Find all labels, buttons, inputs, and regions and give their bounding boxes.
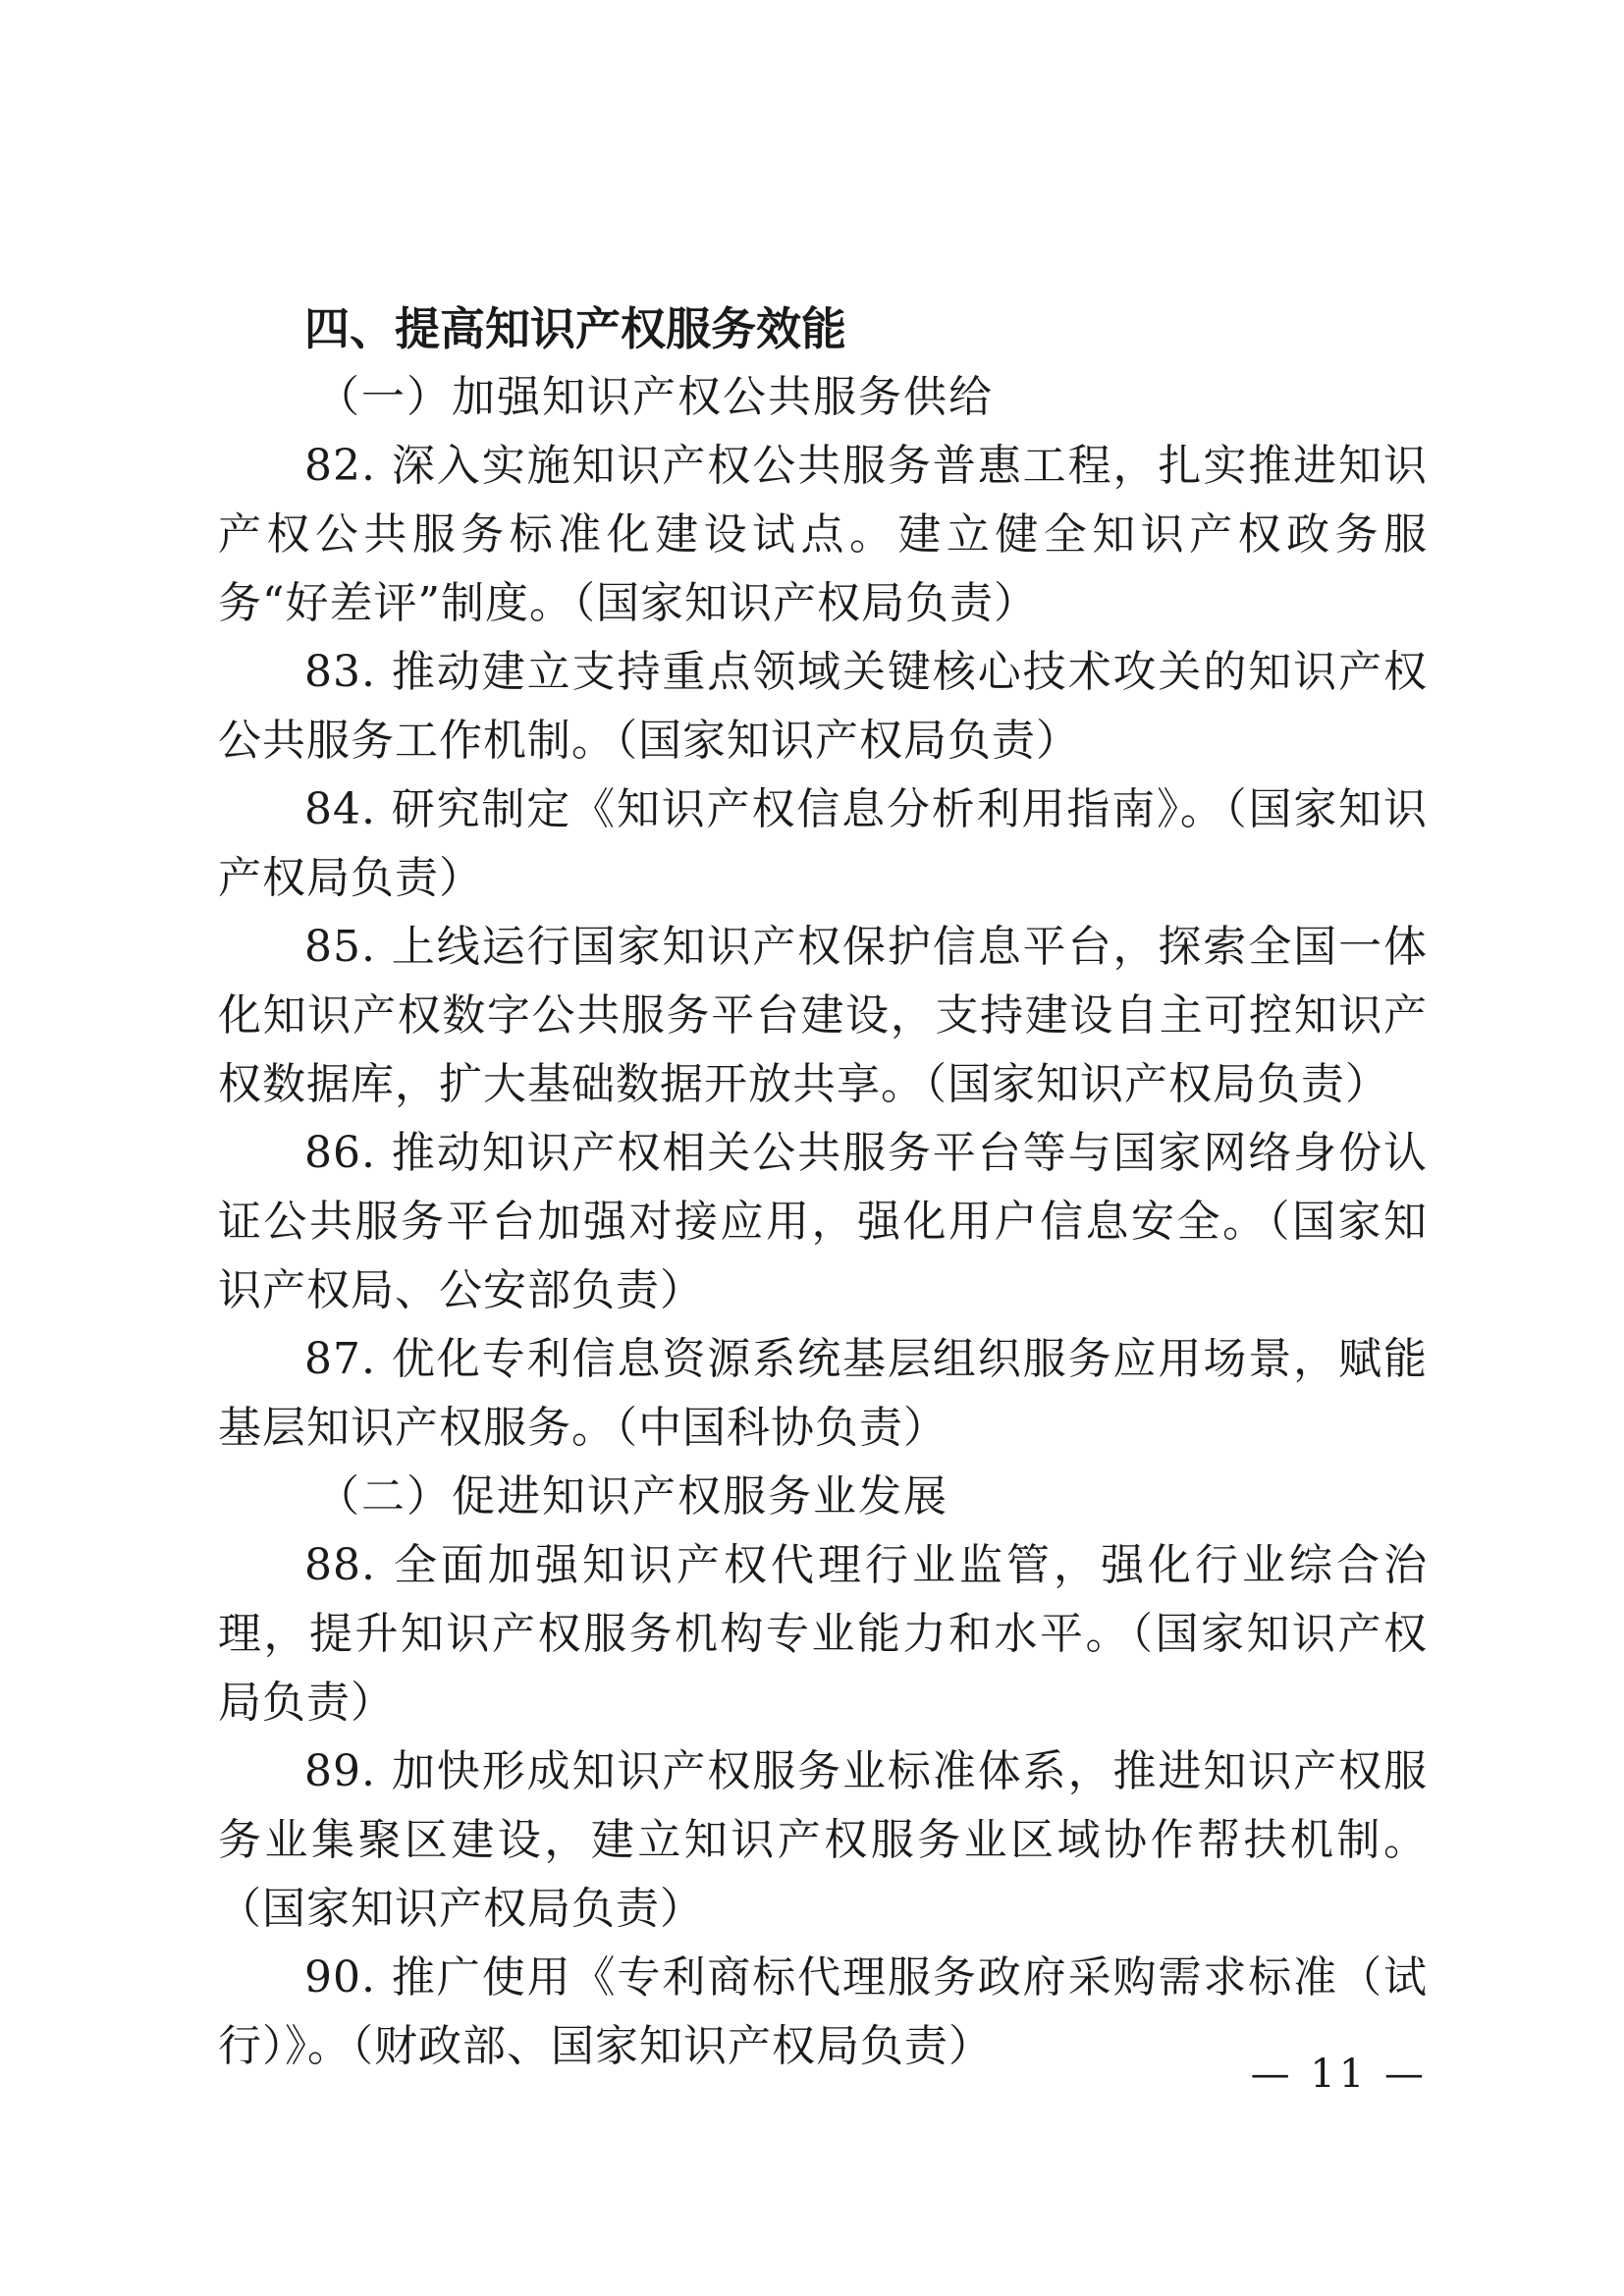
item-89: 89. 加快形成知识产权服务业标准体系，推进知识产权服务业集聚区建设，建立知识产权服务业区域协作帮扶机制。（国家知识产权局负责）: [218, 1746, 1428, 1934]
subsection-heading-2: （二）促进知识产权服务业发展: [316, 1471, 948, 1522]
section-heading: 四、提高知识产权服务效能: [304, 302, 846, 355]
document-body: [218, 294, 1428, 2081]
item-83: 83. 推动建立支持重点领域关键核心技术攻关的知识产权公共服务工作机制。（国家知识产权局负责）: [218, 647, 1428, 766]
page-number: — 11 —: [1250, 2052, 1428, 2097]
item-82: 82. 深入实施知识产权公共服务普惠工程，扎实推进知识产权公共服务标准化建设试点。建立健全知识产权政务服务“好差评”制度。（国家知识产权局负责）: [218, 441, 1428, 628]
item-86: 86. 推动知识产权相关公共服务平台等与国家网络身份认证公共服务平台加强对接应用，强化用户信息安全。（国家知识产权局、公安部负责）: [218, 1128, 1428, 1315]
item-85: 85. 上线运行国家知识产权保护信息平台，探索全国一体化知识产权数字公共服务平台建设，支持建设自主可控知识产权数据库，扩大基础数据开放共享。（国家知识产权局负责）: [218, 922, 1428, 1109]
item-90: 90. 推广使用《专利商标代理服务政府采购需求标准（试行）》。（财政部、国家知识产权局负责）: [218, 1952, 1428, 2071]
item-88: 88. 全面加强知识产权代理行业监管，强化行业综合治理，提升知识产权服务机构专业能力和水平。（国家知识产权局负责）: [218, 1540, 1428, 1728]
item-84: 84. 研究制定《知识产权信息分析利用指南》。（国家知识产权局负责）: [218, 784, 1428, 903]
item-87: 87. 优化专利信息资源系统基层组织服务应用场景，赋能基层知识产权服务。（中国科协负责）: [218, 1334, 1428, 1453]
subsection-heading-1: （一）加强知识产权公共服务供给: [316, 372, 994, 422]
